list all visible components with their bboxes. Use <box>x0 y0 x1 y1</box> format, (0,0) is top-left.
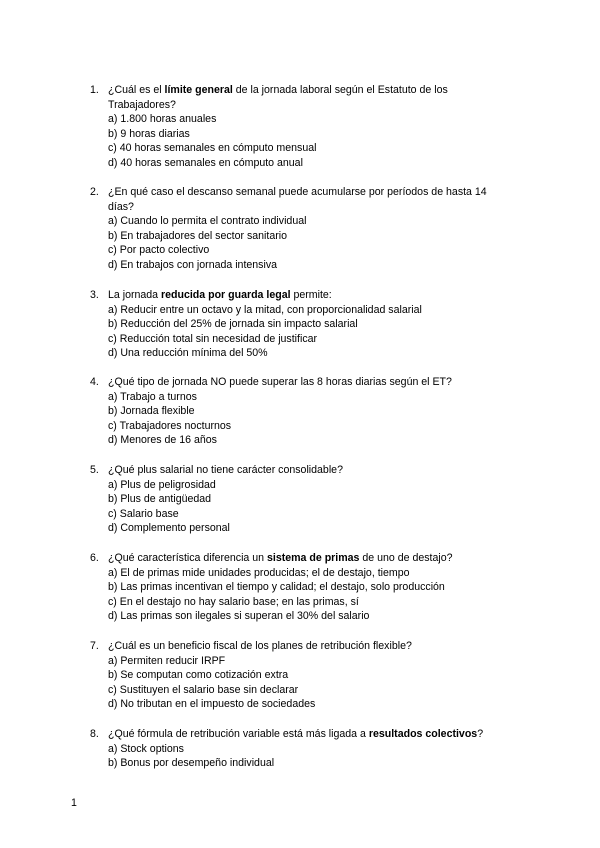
answer-options <box>108 303 510 361</box>
question-text <box>108 185 510 214</box>
answer-option: b) Las primas incentivan el tiempo y calidad; el destajo, solo producción <box>108 581 445 594</box>
answer-option: b) Se computan como cotización extra <box>108 669 289 682</box>
answer-option: c) En el destajo no hay salario base; en las primas, sí <box>108 595 359 608</box>
question-number: 6. <box>90 552 99 564</box>
answer-option: d) Complemento personal <box>108 522 230 535</box>
question-text-part: ¿Cuál es un beneficio fiscal de los planes de retribución flexible? <box>108 640 412 652</box>
question-text-part: ¿Cuál es el <box>108 84 165 96</box>
question-text <box>108 463 510 478</box>
answer-option: a) Stock options <box>108 742 184 755</box>
question-3 <box>90 288 510 361</box>
answer-options <box>108 566 510 624</box>
answer-options <box>108 478 510 536</box>
question-text <box>108 375 510 390</box>
question-text-part: ? <box>477 728 484 740</box>
question-text <box>108 83 510 112</box>
answer-option: d) En trabajos con jornada intensiva <box>108 258 278 271</box>
question-text-part: ¿En qué caso el descanso semanal puede acumularse por períodos de hasta 14 días? <box>108 186 487 213</box>
answer-option: c) Sustituyen el salario base sin declarar <box>108 683 299 696</box>
question-number: 2. <box>90 186 99 198</box>
question-text-part: de la jornada laboral según el Estatuto de los Trabajadores? <box>108 84 448 111</box>
answer-option: b) En trabajadores del sector sanitario <box>108 229 288 242</box>
question-text-part: La jornada <box>108 289 162 301</box>
question-text <box>108 727 510 742</box>
answer-option: d) No tributan en el impuesto de sociedades <box>108 698 316 711</box>
question-6 <box>90 551 510 624</box>
answer-option: a) Reducir entre un octavo y la mitad, con proporcionalidad salarial <box>108 303 422 316</box>
question-text-part: permite: <box>290 289 332 301</box>
question-text-emphasis: reducida por guarda legal <box>161 289 291 301</box>
question-text <box>108 551 510 566</box>
question-number: 1. <box>90 84 99 96</box>
answer-option: b) 9 horas diarias <box>108 127 190 140</box>
answer-option: b) Bonus por desempeño individual <box>108 757 275 770</box>
question-4 <box>90 375 510 448</box>
question-text-emphasis: límite general <box>164 84 233 96</box>
answer-options <box>108 214 510 272</box>
answer-option: a) El de primas mide unidades producidas; el de destajo, tiempo <box>108 566 410 579</box>
answer-option: b) Reducción del 25% de jornada sin impacto salarial <box>108 318 358 331</box>
question-number: 7. <box>90 640 99 652</box>
question-number: 3. <box>90 289 99 301</box>
question-text <box>108 639 510 654</box>
question-number: 4. <box>90 376 99 388</box>
question-text-emphasis: resultados colectivos <box>368 728 478 740</box>
answer-option: a) Trabajo a turnos <box>108 390 197 403</box>
answer-option: c) 40 horas semanales en cómputo mensual <box>108 142 317 155</box>
question-2 <box>90 185 510 273</box>
answer-options <box>108 390 510 448</box>
answer-option: b) Plus de antigüedad <box>108 493 212 506</box>
answer-option: a) Plus de peligrosidad <box>108 478 216 491</box>
answer-option: c) Trabajadores nocturnos <box>108 419 232 432</box>
question-number: 8. <box>90 728 99 740</box>
answer-option: d) 40 horas semanales en cómputo anual <box>108 156 303 169</box>
question-8 <box>90 727 510 771</box>
page-number: 1 <box>71 797 77 809</box>
answer-options <box>108 112 510 170</box>
question-1 <box>90 83 510 171</box>
question-7 <box>90 639 510 712</box>
question-text-part: ¿Qué tipo de jornada NO puede superar las 8 horas diarias según el ET? <box>108 376 452 388</box>
answer-option: d) Una reducción mínima del 50% <box>108 347 268 360</box>
answer-option: d) Menores de 16 años <box>108 434 217 447</box>
question-text-part: ¿Qué plus salarial no tiene carácter consolidable? <box>108 464 343 476</box>
answer-option: c) Reducción total sin necesidad de justificar <box>108 332 318 345</box>
answer-option: b) Jornada flexible <box>108 405 195 418</box>
answer-option: c) Por pacto colectivo <box>108 244 210 257</box>
answer-options <box>108 742 510 771</box>
question-number: 5. <box>90 464 99 476</box>
answer-option: d) Las primas son ilegales si superan el 30% del salario <box>108 610 370 623</box>
answer-option: a) Cuando lo permita el contrato individual <box>108 215 307 228</box>
answer-option: a) Permiten reducir IRPF <box>108 654 226 667</box>
question-text-part: ¿Qué característica diferencia un <box>108 552 267 564</box>
question-text-part: ¿Qué fórmula de retribución variable está más ligada a <box>108 728 369 740</box>
question-text-part: de uno de destajo? <box>359 552 453 564</box>
answer-option: a) 1.800 horas anuales <box>108 113 217 126</box>
question-text <box>108 288 510 303</box>
answer-option: c) Salario base <box>108 507 179 520</box>
answer-options <box>108 654 510 712</box>
question-5 <box>90 463 510 536</box>
question-text-emphasis: sistema de primas <box>266 552 360 564</box>
